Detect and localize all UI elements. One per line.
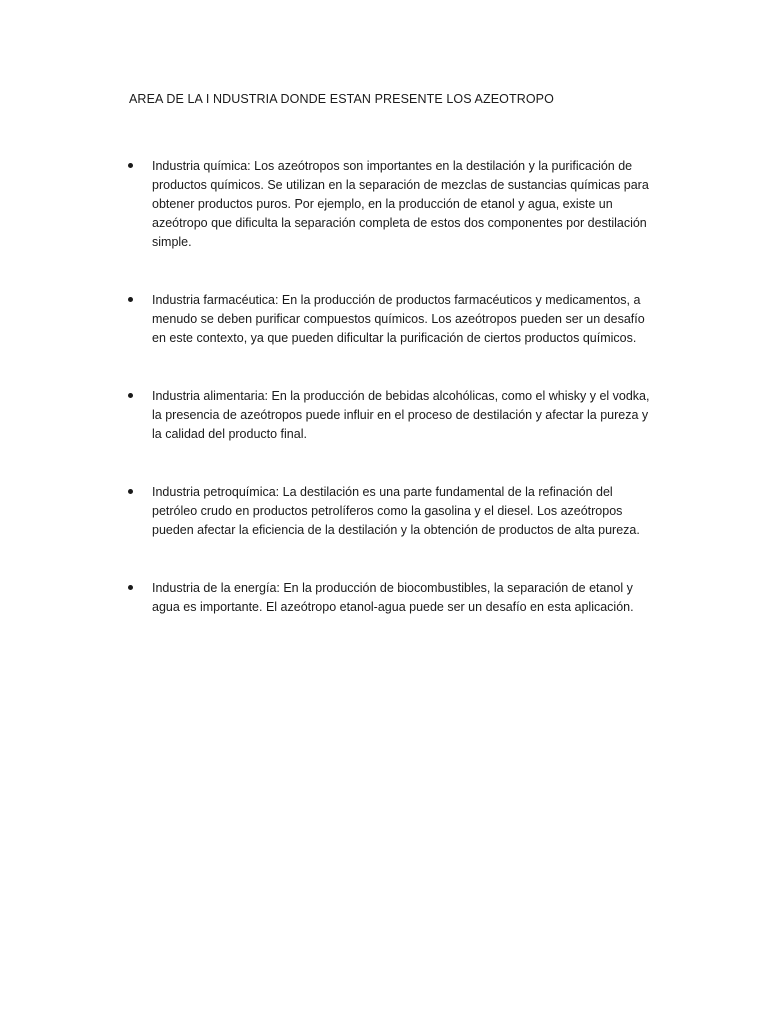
list-item-text: Industria petroquímica: La destilación es una parte fundamental de la refinación del petróleo crudo en productos petrolíferos como la gasolina y el diesel. Los azeótropos pueden afectar la eficiencia de la destilación y la obtención de productos de alta pureza.	[152, 485, 640, 538]
bullet-icon	[128, 585, 133, 590]
bullet-icon	[128, 163, 133, 168]
list-item-text: Industria farmacéutica: En la producción de productos farmacéuticos y medicamentos, a menudo se deben purificar compuestos químicos. Los azeótropos pueden ser un desafío en este contexto, ya que pueden dificultar la purificación de ciertos productos químicos.	[152, 293, 645, 346]
list-item-text: Industria química: Los azeótropos son importantes en la destilación y la purificación de productos químicos. Se utilizan en la separación de mezclas de sustancias químicas para obtener productos puros. Por ejemplo, en la producción de etanol y agua, existe un azeótropo que dificulta la separación completa de estos dos componentes por destilación simple.	[152, 159, 649, 250]
bullet-icon	[128, 297, 133, 302]
bullet-icon	[128, 393, 133, 398]
bullet-icon	[128, 489, 133, 494]
list-item-text: Industria de la energía: En la producción de biocombustibles, la separación de etanol y agua es importante. El azeótropo etanol-agua puede ser un desafío en esta aplicación.	[152, 581, 634, 615]
list-item-text: Industria alimentaria: En la producción de bebidas alcohólicas, como el whisky y el vodka, la presencia de azeótropos puede influir en el proceso de destilación y afectar la pureza y la calidad del producto final.	[152, 389, 650, 442]
document-title: AREA DE LA I NDUSTRIA DONDE ESTAN PRESENTE LOS AZEOTROPO	[129, 92, 554, 106]
